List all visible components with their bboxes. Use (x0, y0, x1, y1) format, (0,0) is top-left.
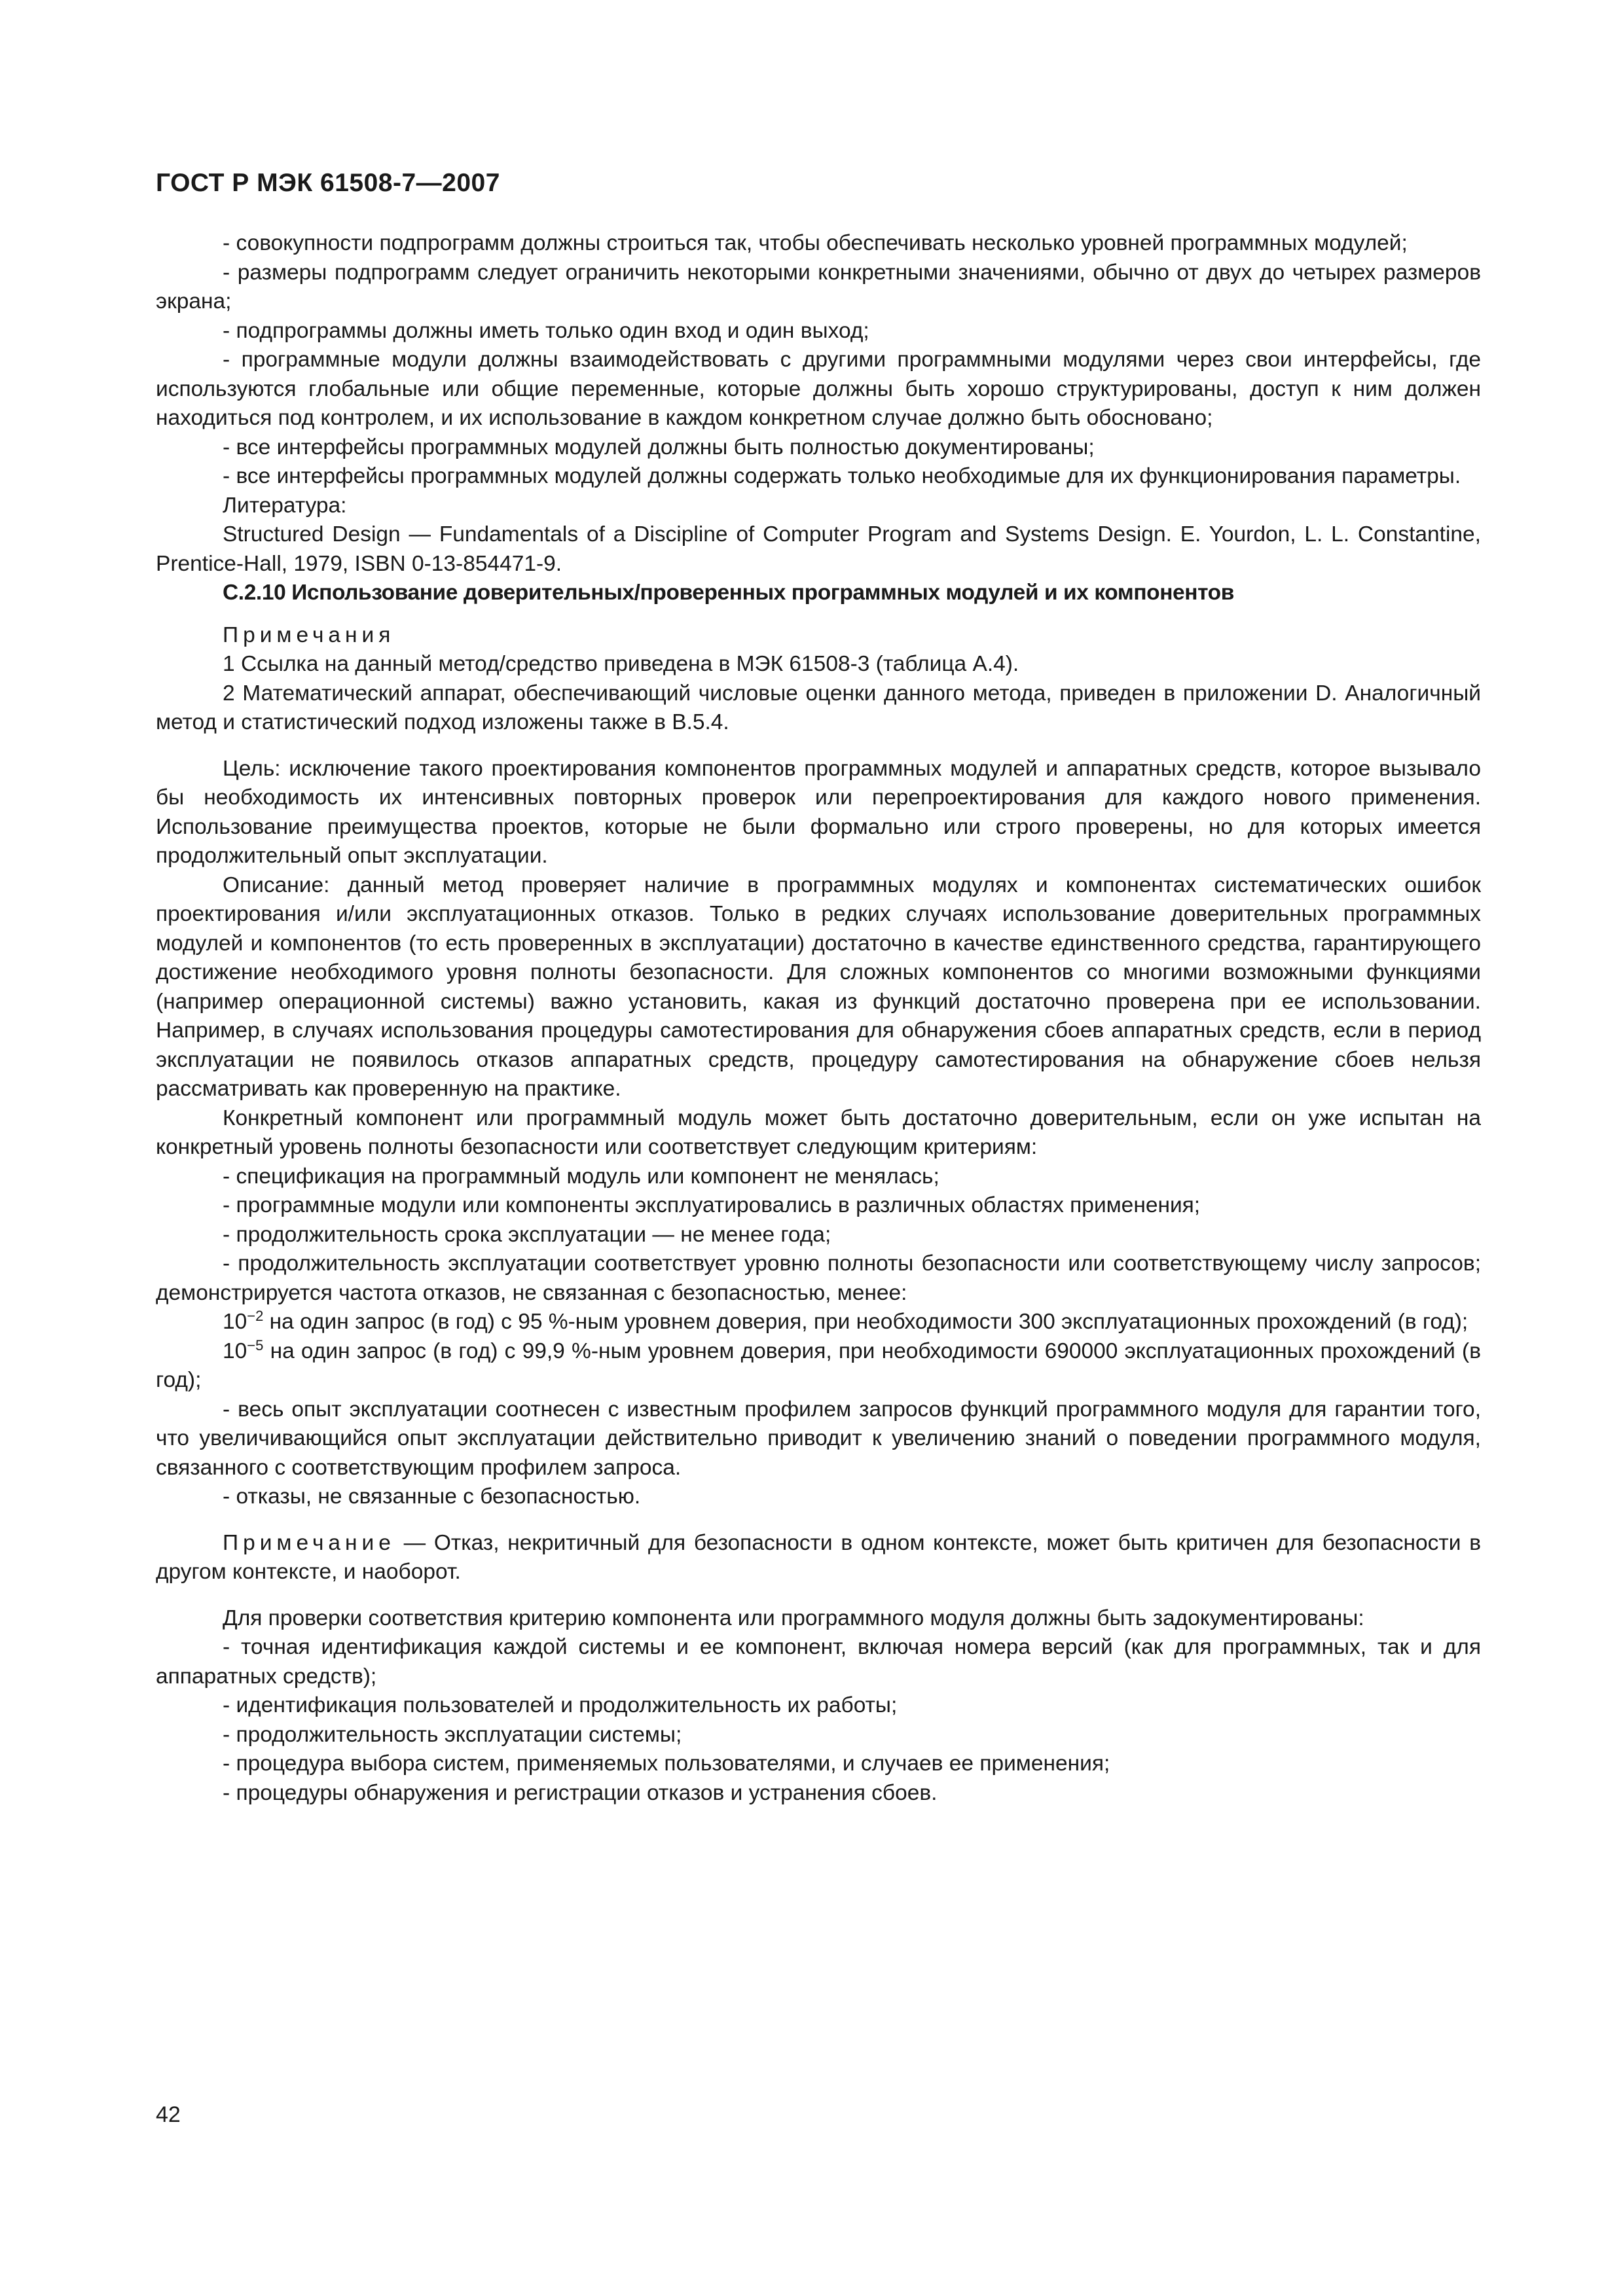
paragraph: - размеры подпрограмм следует ограничить некоторыми конкретными значениями, обычно от двух до четырех размеров экрана; (156, 260, 1481, 314)
paragraph: - все интерфейсы программных модулей должны быть полностью документированы; (223, 435, 1095, 459)
document-body (156, 229, 1481, 1808)
criteria-item: - отказы, не связанные с безопасностью. (223, 1484, 641, 1509)
description-paragraph: Описание: данный метод проверяет наличие в программных модулях и компонентах систематических ошибок проектирования и/или эксплуатационных отказов. Только в редких случаях использование доверительных программных модулей и компонентов (то есть проверенных в эксплуатации) достаточно в качестве единственного средства, гарантирующего достижение необходимого уровня полноты безопасности. Для сложных компонентов со многими возможными функциями (например операционной системы) важно установить, какая из функций достаточно проверена при ее использовании. Например, в случаях использования процедуры самотестирования для обнаружения сбоев аппаратных средств, если в период эксплуатации не появилось отказов аппаратных средств, процедуру самотестирования на обнаружение сбоев нельзя рассматривать как проверенную на практике. (156, 872, 1481, 1101)
document-header: ГОСТ Р МЭК 61508-7—2007 (156, 169, 500, 197)
criteria-intro: Конкретный компонент или программный модуль может быть достаточно доверительным, если он уже испытан на конкретный уровень полноты безопасности или соответствует следующим критериям: (156, 1105, 1481, 1159)
note-label: Примечание (223, 1530, 395, 1555)
rate-exponent: −2 (247, 1307, 264, 1324)
criteria-rate (156, 1308, 1481, 1337)
documentation-item: - идентификация пользователей и продолжительность их работы; (223, 1693, 898, 1717)
rate-text: на один запрос (в год) с 95 %-ным уровнем доверия, при необходимости 300 эксплуатационных прохождений (в год); (263, 1310, 1468, 1334)
documentation-item: - процедура выбора систем, применяемых пользователями, и случаев ее применения; (223, 1751, 1110, 1776)
documentation-item: - точная идентификация каждой системы и ее компонент, включая номера версий (как для программных, так и для аппаратных средств); (156, 1635, 1481, 1689)
criteria-item: - продолжительность срока эксплуатации — не менее года; (223, 1222, 831, 1247)
criteria-rate (156, 1337, 1481, 1395)
page-number: 42 (156, 2102, 181, 2127)
rate-base: 10 (223, 1338, 247, 1363)
section-heading: С.2.10 Использование доверительных/проверенных программных модулей и их компонентов (223, 581, 1234, 605)
note-text: — Отказ, некритичный для безопасности в одном контексте, может быть критичен для безопасности в другом контексте, и наоборот. (156, 1530, 1481, 1584)
paragraph: - программные модули должны взаимодействовать с другими программными модулями через свои интерфейсы, где используются глобальные или общие переменные, которые должны быть хорошо структурированы, доступ к ним должен находиться под контролем, и их использование в каждом конкретном случае должно быть обосновано; (156, 348, 1481, 430)
rate-exponent: −5 (247, 1336, 264, 1354)
criteria-item: - продолжительность эксплуатации соответствует уровню полноты безопасности или соответствующему числу запросов; демонстрируется частота отказов, не связанная с безопасностью, менее: (156, 1251, 1481, 1305)
rate-base: 10 (223, 1310, 247, 1334)
notes-label: Примечания (223, 622, 395, 647)
document-page (156, 169, 1481, 1808)
documentation-item: - продолжительность эксплуатации системы; (223, 1722, 682, 1747)
rate-text: на один запрос (в год) с 99,9 %-ным уровнем доверия, при необходимости 690000 эксплуатационных прохождений (в год); (156, 1338, 1481, 1392)
goal-paragraph: Цель: исключение такого проектирования компонентов программных модулей и аппаратных средств, которое вызывало бы необходимость их интенсивных повторных проверок или перепроектирования для каждого нового применения. Использование преимущества проектов, которые не были формально или строго проверены, но для которых имеется продолжительный опыт эксплуатации. (156, 756, 1481, 868)
note-item: 2 Математический аппарат, обеспечивающий числовые оценки данного метода, приведен в приложении D. Аналогичный метод и статистический подход изложены также в В.5.4. (156, 681, 1481, 734)
criteria-item: - весь опыт эксплуатации соотнесен с известным профилем запросов функций программного модуля для гарантии того, что увеличивающийся опыт эксплуатации действительно приводит к увеличению знаний о поведении программного модуля, связанного с соответствующим профилем запроса. (156, 1397, 1481, 1480)
note-item: 1 Ссылка на данный метод/средство приведена в МЭК 61508-3 (таблица А.4). (223, 652, 1019, 676)
literature-label: Литература: (223, 493, 347, 518)
paragraph: - совокупности подпрограмм должны строиться так, чтобы обеспечивать несколько уровней программных модулей; (223, 231, 1408, 255)
literature-reference: Structured Design — Fundamentals of a Discipline of Computer Program and Systems Design. E. Yourdon, L. L. Constantine, Prentice-Hall, 1979, ISBN 0-13-854471-9. (156, 522, 1481, 576)
paragraph: - все интерфейсы программных модулей должны содержать только необходимые для их функционирования параметры. (223, 464, 1461, 488)
documentation-intro: Для проверки соответствия критерию компонента или программного модуля должны быть задокументированы: (223, 1605, 1364, 1630)
criteria-item: - спецификация на программный модуль или компонент не менялась; (223, 1164, 939, 1189)
note-paragraph (156, 1529, 1481, 1587)
documentation-item: - процедуры обнаружения и регистрации отказов и устранения сбоев. (223, 1780, 938, 1805)
paragraph: - подпрограммы должны иметь только один вход и один выход; (223, 318, 869, 343)
criteria-item: - программные модули или компоненты эксплуатировались в различных областях применения; (223, 1193, 1201, 1217)
